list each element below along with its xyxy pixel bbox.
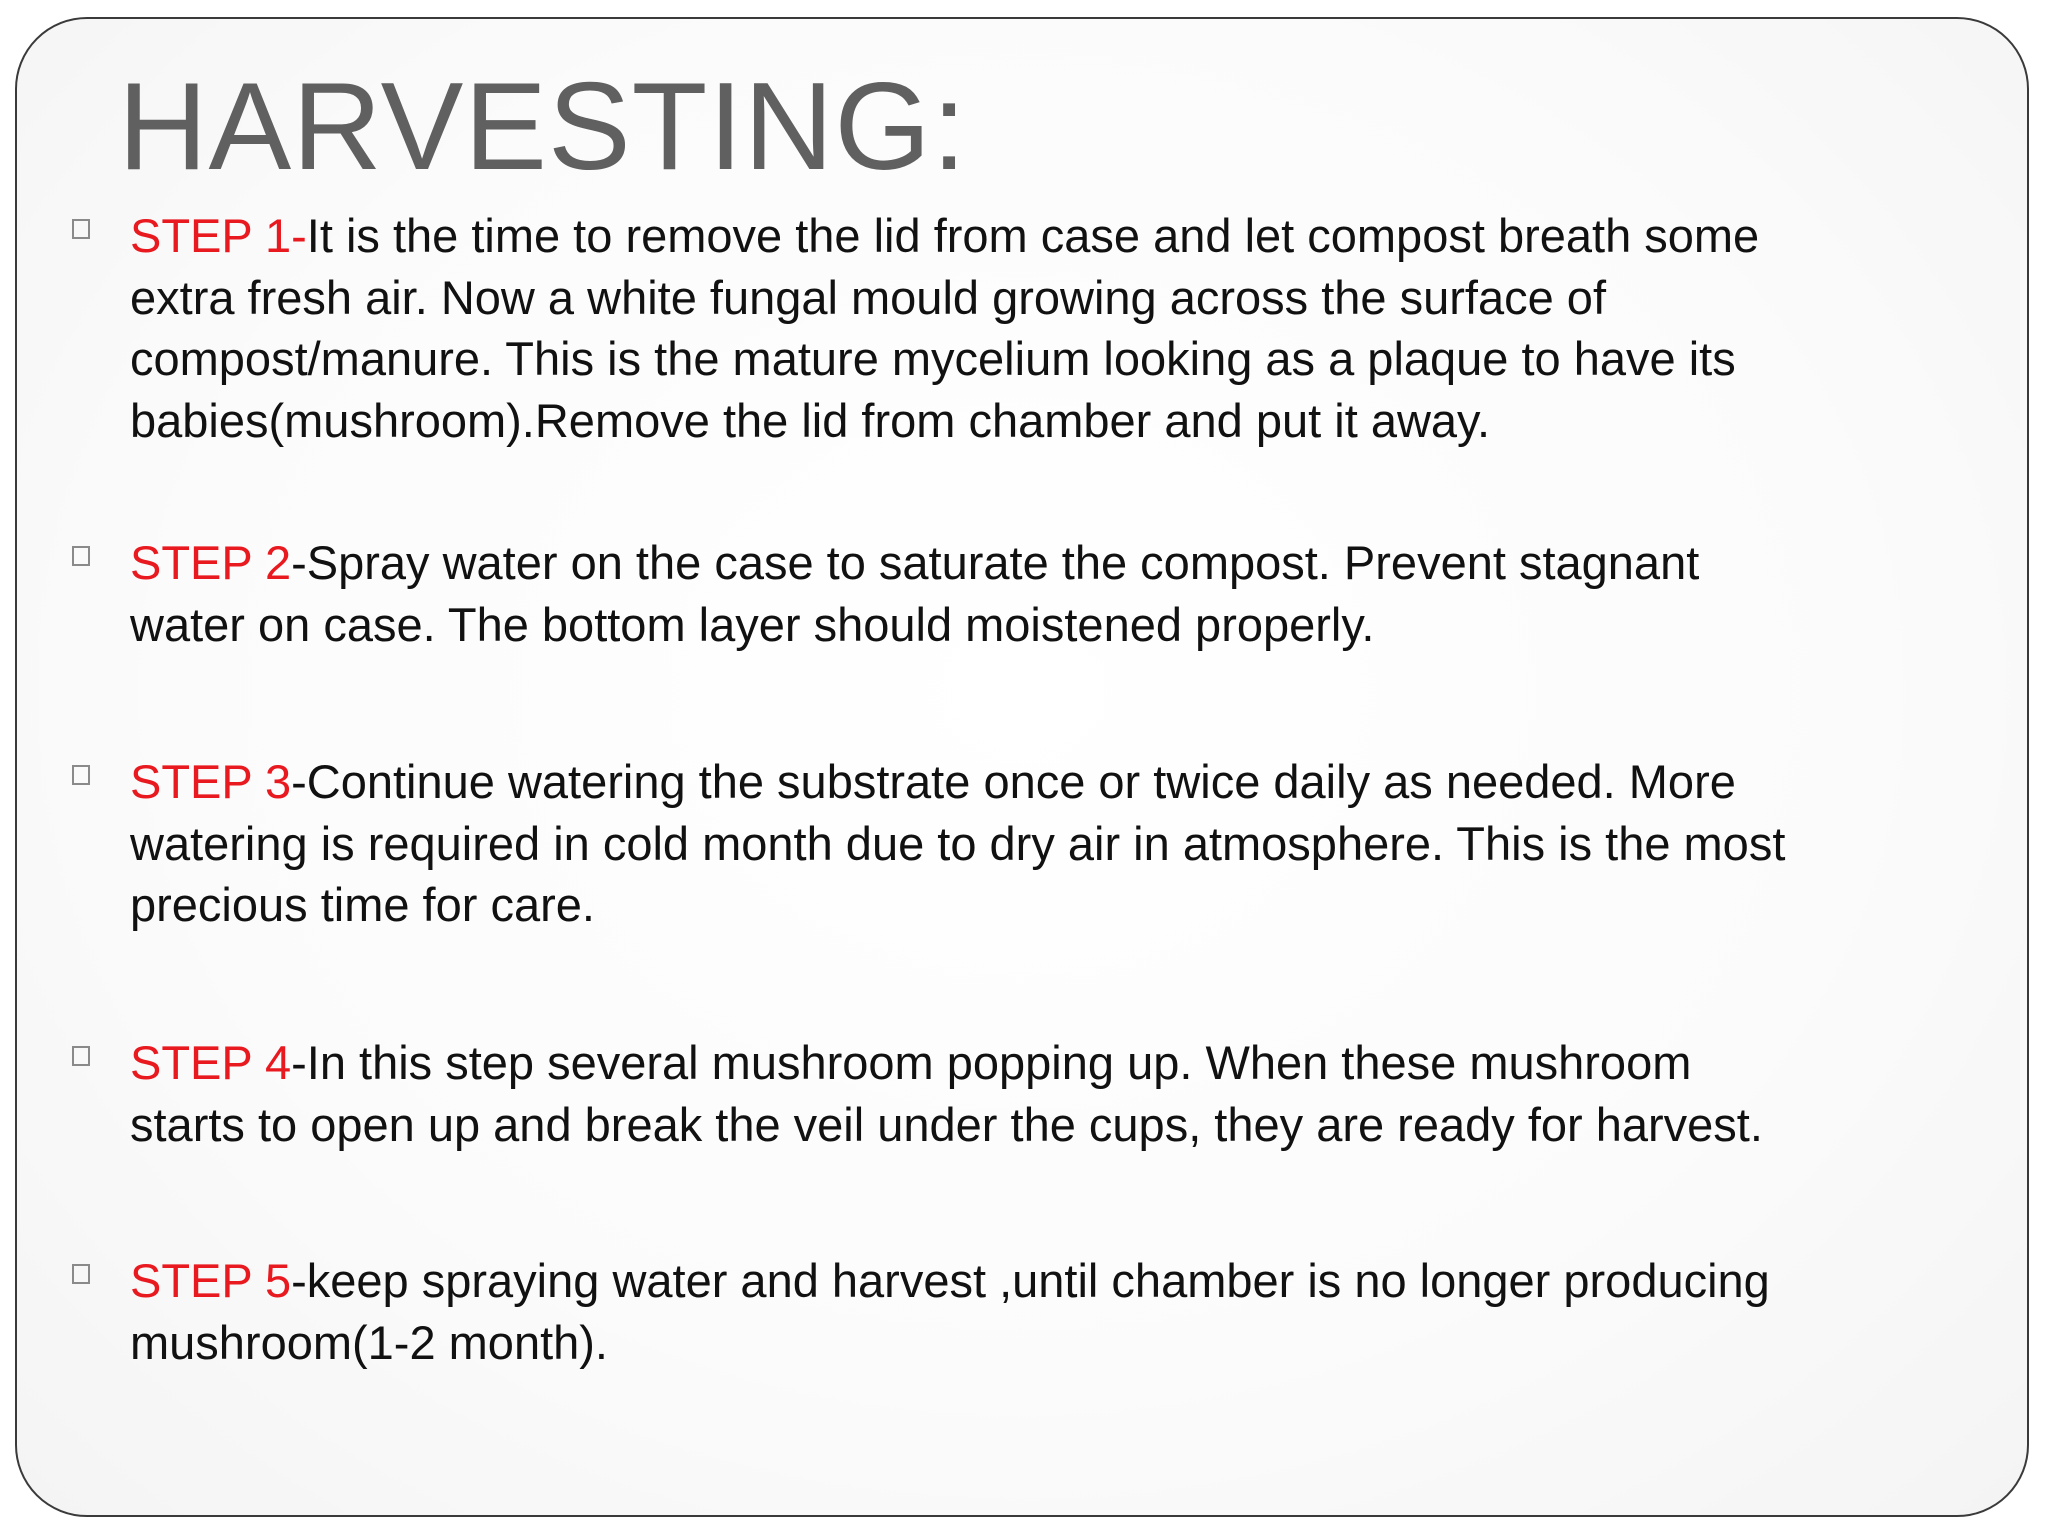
bullet-marker-icon xyxy=(72,546,90,566)
step-line: babies(mushroom).Remove the lid from chamber and put it away. xyxy=(130,393,1491,447)
step-label: STEP 2 xyxy=(130,536,292,589)
step-line: starts to open up and break the veil under the cups, they are ready for harvest. xyxy=(130,1097,1763,1151)
bullet-marker-icon xyxy=(72,765,90,785)
step-line: -In this step several mushroom popping up. When these mushroom xyxy=(291,1036,1692,1089)
step-text xyxy=(130,532,2030,655)
bullet-marker-icon xyxy=(72,1046,90,1066)
step-line: It is the time to remove the lid from case and let compost breath some xyxy=(306,209,1760,262)
step-text xyxy=(130,205,2030,451)
step-text xyxy=(130,1032,2030,1155)
bullet-marker-icon xyxy=(72,219,90,239)
slide-title: HARVESTING: xyxy=(118,58,968,196)
step-line: water on case. The bottom layer should moistened properly. xyxy=(130,597,1375,651)
step-text xyxy=(130,751,2030,936)
bullet-marker-icon xyxy=(72,1264,90,1284)
step-line: mushroom(1-2 month). xyxy=(130,1315,608,1369)
step-line: -keep spraying water and harvest ,until chamber is no longer producing xyxy=(291,1254,1770,1307)
step-line: precious time for care. xyxy=(130,878,595,931)
step-line: compost/manure. This is the mature mycelium looking as a plaque to have its xyxy=(130,332,1736,385)
step-line: watering is required in cold month due to dry air in atmosphere. This is the most xyxy=(130,816,1786,870)
step-label: STEP 1- xyxy=(130,209,307,262)
step-label: STEP 5 xyxy=(130,1254,292,1307)
step-line: -Continue watering the substrate once or twice daily as needed. More xyxy=(291,755,1736,808)
step-text xyxy=(130,1250,2030,1373)
step-line: -Spray water on the case to saturate the compost. Prevent stagnant xyxy=(291,536,1700,589)
step-label: STEP 4 xyxy=(130,1036,292,1089)
step-line: extra fresh air. Now a white fungal mould growing across the surface of xyxy=(130,270,1607,324)
step-label: STEP 3 xyxy=(130,755,292,808)
